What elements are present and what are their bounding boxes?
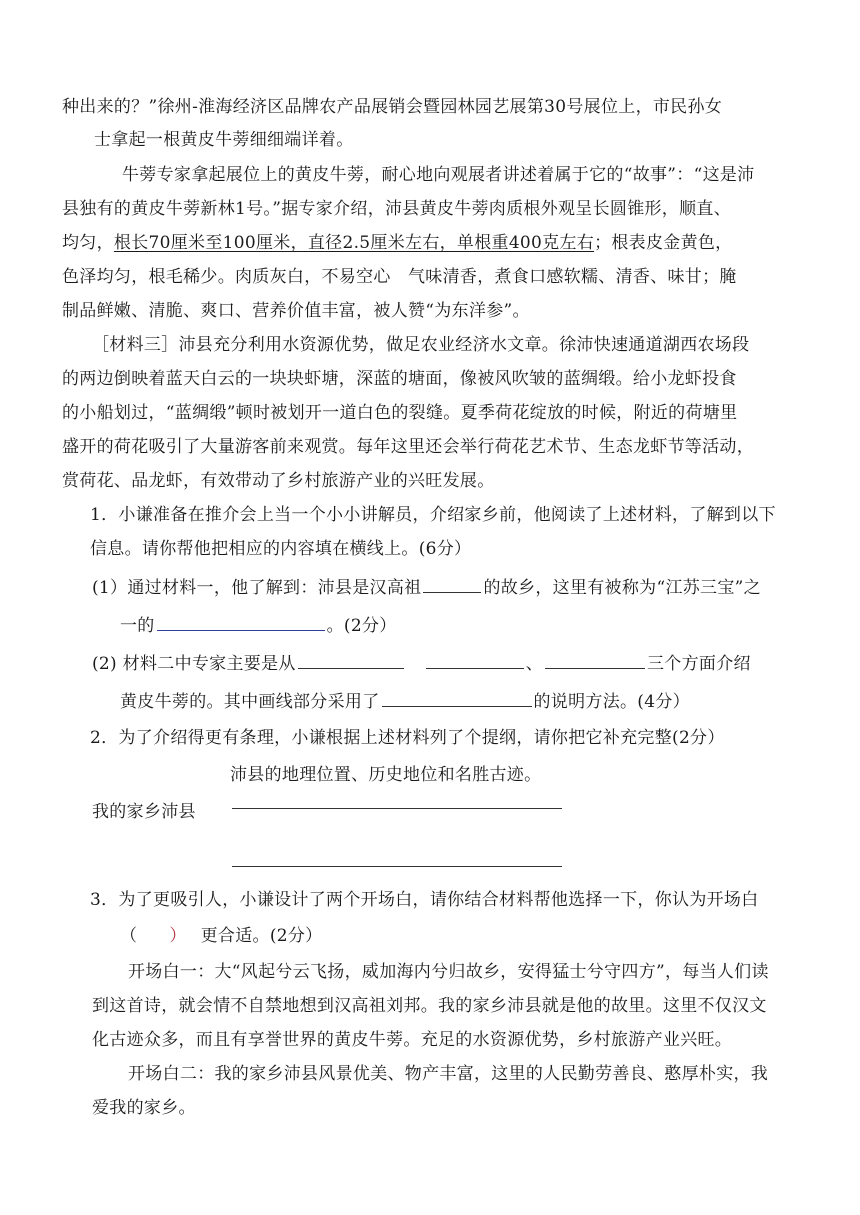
question-1-1 [92, 574, 761, 600]
question-text: (1）通过材料一，他了解到：沛县是汉高祖 [92, 578, 422, 598]
outline-answer-line-2[interactable] [232, 866, 562, 867]
question-text: (2) 材料二中专家主要是从 [92, 654, 296, 674]
opening-one-line-3: 化古迹众多，而且有享誉世界的黄皮牛蒡。充足的水资源优势，乡村旅游产业兴旺。 [92, 1030, 733, 1050]
question-1-2 [92, 650, 751, 676]
answer-blank[interactable] [157, 612, 325, 631]
opening-two-line-1: 开场白二：我的家乡沛县风景优美、物产丰富，这里的人民勤劳善良、憨厚朴实，我 [128, 1064, 769, 1084]
material-three-line-3: 的小船划过，“蓝绸缎”顿时被划开一道白色的裂缝。夏季荷花绽放的时候，附近的荷塘里 [62, 403, 738, 423]
question-text: 更合适。(2分） [200, 926, 323, 946]
passage-line-2: 士拿起一根黄皮牛蒡细细端详着。 [94, 130, 354, 150]
question-3-cont [120, 924, 322, 948]
passage-line-5 [62, 231, 732, 255]
question-text: 黄皮牛蒡的。其中画线部分采用了 [120, 692, 380, 712]
passage-line-1: 种出来的？”徐州-淮海经济区品牌农产品展销会暨园林园艺展第30号展位上，市民孙女 [62, 97, 723, 117]
opening-two-line-2: 爱我的家乡。 [92, 1098, 196, 1118]
choice-paren-right: ） [169, 926, 187, 946]
underlined-sentence: 根长70厘米至100厘米，直径2.5厘米左右，单根重400克左右 [113, 233, 595, 253]
material-three-line-4: 盛开的荷花吸引了大量游客前来观赏。每年这里还会举行荷花艺术节、生态龙虾节等活动， [62, 437, 754, 457]
opening-one-line-2: 到这首诗，就会情不自禁地想到汉高祖刘邦。我的家乡沛县就是他的故里。这里不仅汉文 [92, 996, 767, 1016]
question-text: 一的 [120, 616, 155, 636]
question-1-stem: 1．小谦准备在推介会上当一个小小讲解员，介绍家乡前，他阅读了上述材料，了解到以下 [90, 505, 776, 525]
passage-line-6: 色泽均匀，根毛稀少。肉质灰白，不易空心 气味清香，煮食口感软糯、清香、味甘；腌 [62, 267, 737, 287]
answer-blank[interactable] [382, 688, 532, 707]
outline-label: 我的家乡沛县 [92, 802, 196, 822]
material-three-line-5: 赏荷花、品龙虾，有效带动了乡村旅游产业的兴旺发展。 [62, 471, 495, 491]
passage-text: ；根表皮金黄色， [594, 233, 733, 253]
question-text: 的故乡，这里有被称为“江苏三宝”之 [483, 578, 761, 598]
passage-line-4: 县独有的黄皮牛蒡新林1号。”据专家介绍，沛县黄皮牛蒡肉质根外观呈长圆锥形，顺直、 [62, 199, 732, 219]
question-text: 、 [525, 654, 543, 674]
outline-answer-line-1[interactable] [232, 808, 562, 809]
question-1-2-cont [120, 688, 690, 714]
passage-text: 均匀， [62, 233, 114, 253]
question-1-1-cont [120, 612, 397, 638]
question-1-stem-2: 信息。请你帮他把相应的内容填在横线上。(6分） [90, 539, 472, 559]
question-text: 三个方面介绍 [647, 654, 751, 674]
question-text: 的说明方法。(4分） [533, 692, 690, 712]
passage-line-3: 牛蒡专家拿起展位上的黄皮牛蒡，耐心地向观展者讲述着属于它的“故事”：“这是沛 [122, 165, 755, 185]
passage-line-7: 制品鲜嫩、清脆、爽口、营养价值丰富，被人赞“为东洋参”。 [62, 301, 530, 321]
opening-one-line-1: 开场白一：大“风起兮云飞扬，威加海内兮归故乡，安得猛士兮守四方”，每当人们读 [128, 962, 769, 982]
answer-blank[interactable] [423, 574, 481, 593]
answer-blank[interactable] [426, 650, 524, 669]
question-3: 3．为了更吸引人，小谦设计了两个开场白，请你结合材料帮他选择一下，你认为开场白 [90, 890, 759, 910]
answer-blank[interactable] [545, 650, 645, 669]
question-2: 2．为了介绍得更有条理，小谦根据上述材料列了个提纲，请你把它补充完整(2分） [90, 728, 725, 748]
outline-item: 沛县的地理位置、历史地位和名胜古迹。 [230, 765, 542, 785]
material-three-line-2: 的两边倒映着蓝天白云的一块块虾塘，深蓝的塘面，像被风吹皱的蓝绸缎。给小龙虾投食 [62, 369, 737, 389]
material-three-line-1: ［材料三］沛县充分利用水资源优势，做足农业经济水文章。徐沛快速通道湖西农场段 [92, 335, 750, 355]
answer-blank[interactable] [298, 650, 404, 669]
question-text: 。(2分） [326, 616, 397, 636]
choice-paren-left: （ [120, 926, 138, 946]
